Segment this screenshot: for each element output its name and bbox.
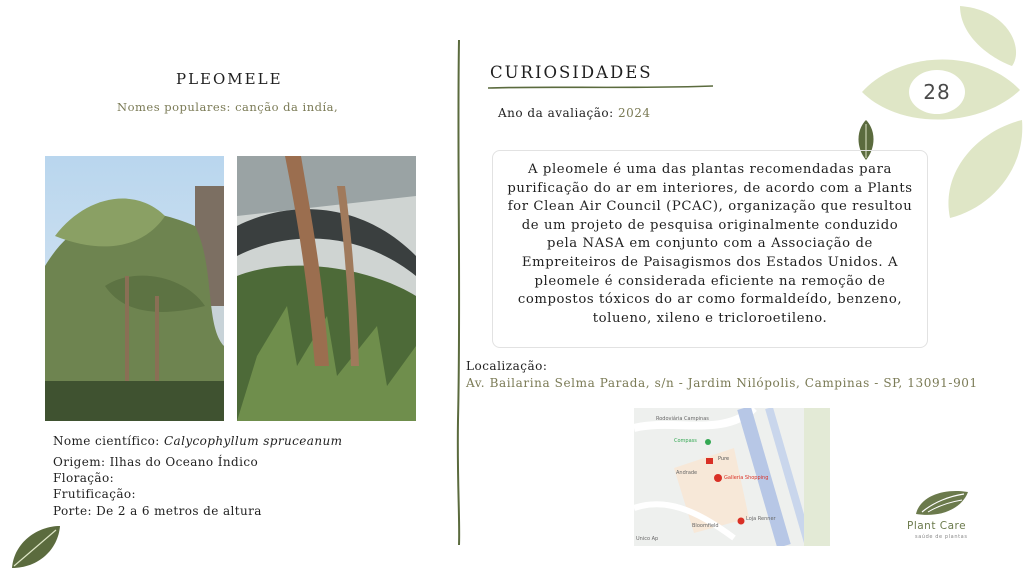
scientific-name-label: Nome científico: [53, 434, 164, 448]
map-label-3: Galleria Shopping [724, 475, 769, 481]
map-label-0: Rodoviária Campinas [656, 416, 709, 422]
flowering: Floração: [53, 471, 115, 485]
vertical-divider [456, 40, 462, 545]
brand-name: Plant Care [907, 520, 967, 532]
brand-tagline: saúde de plantas [915, 534, 968, 540]
map-label-4: Andrade [676, 470, 698, 476]
curiosities-title: CURIOSIDADES [490, 63, 653, 82]
plant-size: Porte: De 2 a 6 metros de altura [53, 504, 262, 518]
plant-title: PLEOMELE [176, 70, 283, 88]
plant-photo-right [237, 156, 416, 421]
year-value: 2024 [617, 106, 651, 120]
plant-care-logo-icon [914, 488, 970, 518]
fruiting: Frutificação: [53, 487, 136, 501]
origin: Origem: Ilhas do Oceano Índico [53, 455, 259, 469]
evaluation-year [498, 106, 651, 120]
location-label: Localização: [466, 359, 548, 373]
plant-photo-left [45, 156, 224, 421]
page-number: 28 [909, 70, 965, 114]
curiosities-text-box: A pleomele é uma das plantas recomendadas para purificação do ar em interiores, de acordo com a Plants for Clean Air Council (PCAC), organização que resultou de um projeto de pesquisa originalmente conduzido pela NASA em conjunto com a Associação de Empreiteiros de Paisagismos dos Estados Unidos. A pleomele é considerada eficiente na remoção de compostos tóxicos do ar como formaldeído, benzeno, tolueno, xileno e tricloroetileno. [492, 150, 928, 348]
location-map[interactable] [634, 408, 830, 546]
scientific-name-value: Calycophyllum spruceanum [163, 434, 343, 448]
map-label-7: Unico Ap [636, 536, 659, 542]
scientific-name [53, 434, 342, 448]
map-label-1: Compass [674, 438, 697, 444]
map-label-2: Pure [718, 456, 730, 462]
map-label-6: Bloomfield [692, 523, 719, 529]
popular-names: Nomes populares: canção da indía, [117, 100, 339, 114]
year-label: Ano da avaliação: [498, 106, 618, 120]
decorative-leaf-bottom-left [8, 522, 62, 572]
location-address[interactable]: Av. Bailarina Selma Parada, s/n - Jardim Nilópolis, Campinas - SP, 13091-901 [466, 376, 978, 390]
map-label-5: Loja Renner [746, 516, 776, 522]
title-underline [488, 84, 713, 90]
